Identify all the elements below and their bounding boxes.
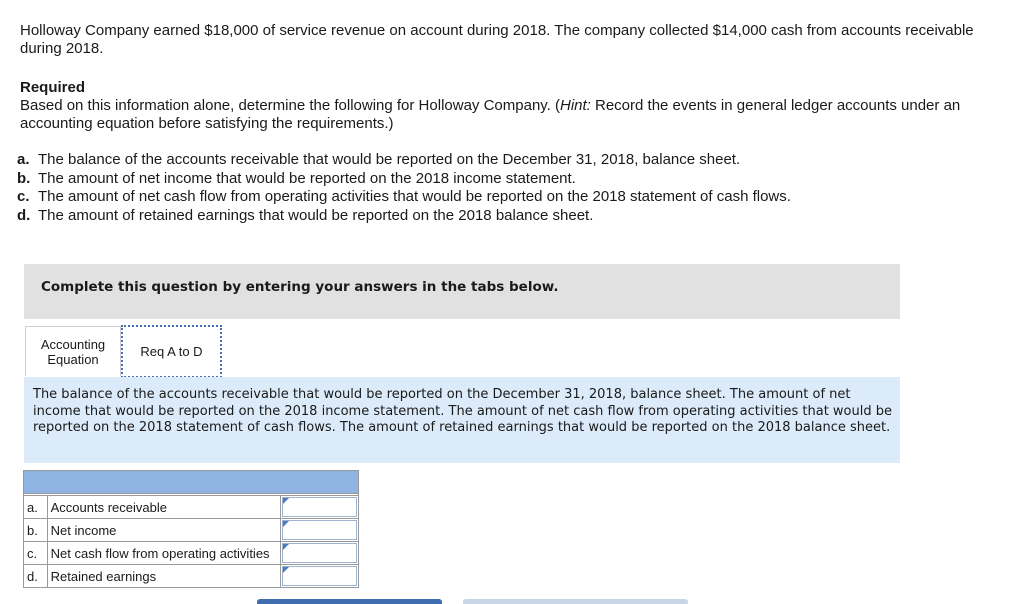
requirement-item — [17, 170, 997, 189]
answer-cell — [281, 496, 359, 519]
instructions-banner — [24, 264, 900, 319]
row-letter: b. — [24, 519, 48, 542]
row-label: Net income — [47, 519, 281, 542]
requirement-letter: b. — [17, 169, 31, 187]
problem-intro: Holloway Company earned $18,000 of service revenue on account during 2018. The company collected $14,000 cash from accounts receivable during 2018. — [20, 22, 974, 57]
required-text-before: Based on this information alone, determine the following for Holloway Company. ( — [20, 97, 560, 114]
answer-cell — [281, 565, 359, 588]
row-label: Retained earnings — [47, 565, 281, 588]
requirement-item — [17, 188, 997, 207]
requirement-text: The amount of net income that would be reported on the 2018 income statement. — [38, 169, 576, 187]
tab-req-a-to-d[interactable] — [121, 325, 222, 378]
tab-label-line1: Accounting — [40, 336, 106, 352]
tab-accounting-equation[interactable] — [25, 326, 121, 376]
required-heading: Required — [20, 79, 86, 96]
answer-table-header-cell — [24, 471, 359, 494]
net-cash-flow-input[interactable] — [282, 543, 357, 563]
answer-cell — [281, 519, 359, 542]
tab-bar — [24, 325, 900, 377]
table-row — [24, 542, 359, 565]
requirement-letter: c. — [17, 188, 30, 205]
requirement-text: The amount of retained earnings that would be reported on the 2018 balance sheet. — [38, 206, 594, 224]
answer-table-header — [24, 471, 359, 494]
required-text-after: Record the events in general ledger accounts under an accounting equation before satisfying the requirements.) — [20, 97, 961, 132]
row-label: Accounts receivable — [47, 496, 281, 519]
requirement-item — [17, 151, 997, 170]
accounts-receivable-input[interactable] — [282, 497, 357, 517]
table-row — [24, 496, 359, 519]
answer-table — [23, 470, 359, 588]
tab-req-a-to-d-label: Req A to D — [140, 344, 203, 359]
banner-text: Complete this question by entering your answers in the tabs below. — [41, 279, 559, 295]
row-letter: c. — [24, 542, 48, 565]
row-letter: d. — [24, 565, 48, 588]
requirement-letter: a. — [17, 151, 30, 168]
answer-cell — [281, 542, 359, 565]
net-income-input[interactable] — [282, 520, 357, 540]
requirement-text: The balance of the accounts receivable that would be reported on the December 31, 2018, balance sheet. — [38, 151, 741, 168]
retained-earnings-input[interactable] — [282, 566, 357, 586]
requirement-item — [17, 207, 997, 226]
panel-text: The balance of the accounts receivable that would be reported on the December 31, 2018, balance sheet. The amount of net income that would be reported on the 2018 income statement. The amount of net cash flow from operating activities that would be reported on the 2018 statement of cash flows. The amount of retained earnings that would be reported on the 2018 balance sheet. — [33, 387, 892, 435]
hint-label: Hint: — [560, 97, 591, 114]
tab-accounting-equation-label — [41, 337, 105, 367]
requirement-letter: d. — [17, 206, 31, 224]
table-row — [24, 519, 359, 542]
requirements-list — [17, 151, 997, 225]
table-row — [24, 565, 359, 588]
requirement-text: The amount of net cash flow from operating activities that would be reported on the 2018 statement of cash flows. — [38, 188, 791, 205]
tab-label-line2: Equation — [47, 351, 99, 367]
next-tab-button[interactable] — [463, 599, 688, 604]
prev-tab-button[interactable] — [257, 599, 442, 604]
required-instructions — [20, 97, 1000, 133]
row-label: Net cash flow from operating activities — [47, 542, 281, 565]
tab-panel-description — [24, 377, 900, 463]
row-letter: a. — [24, 496, 48, 519]
